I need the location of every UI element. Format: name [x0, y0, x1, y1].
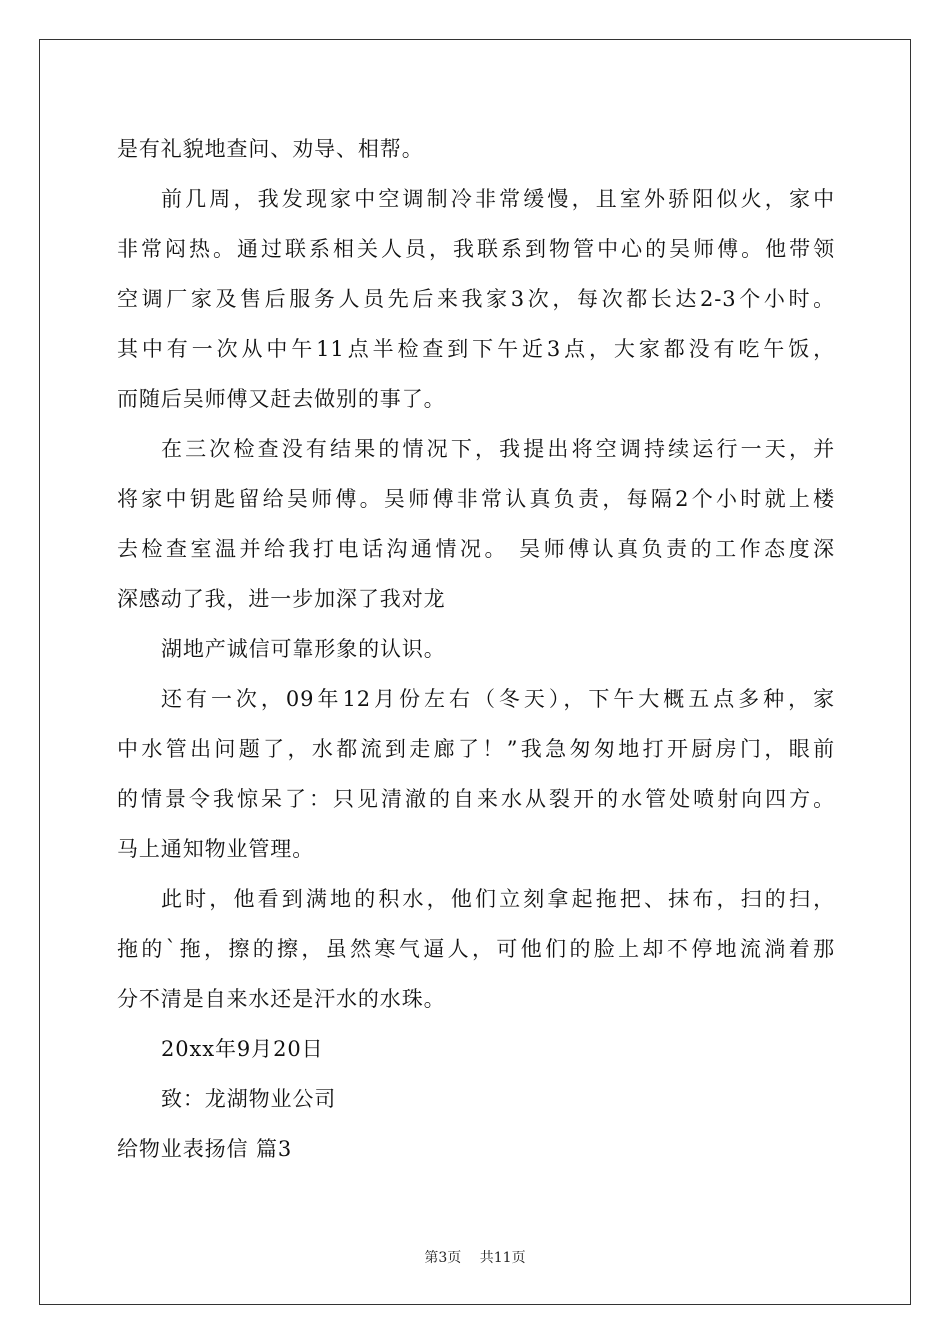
- text-line: 此时，他看到满地的积水，他们立刻拿起拖把、抹布，扫的扫，: [161, 887, 835, 911]
- section-heading: 给物业表扬信 篇3: [117, 1137, 293, 1161]
- text-line: 湖地产诚信可靠形象的认识。: [161, 637, 446, 661]
- text-line: 前几周，我发现家中空调制冷非常缓慢，且室外骄阳似火，家中: [161, 187, 835, 211]
- text-line: 中水管出问题了，水都流到走廊了！”我急匆匆地打开厨房门，眼前: [117, 737, 835, 761]
- page-total: 共11页: [479, 1250, 526, 1266]
- page-footer: [0, 1247, 950, 1267]
- text-line: 去检查室温并给我打电话沟通情况。 吴师傅认真负责的工作态度深: [117, 537, 835, 561]
- text-line: 的情景令我惊呆了：只见清澈的自来水从裂开的水管处喷射向四方。: [117, 787, 835, 811]
- text-line: 将家中钥匙留给吴师傅。吴师傅非常认真负责，每隔2个小时就上楼: [117, 487, 835, 511]
- text-line: 马上通知物业管理。: [117, 837, 315, 861]
- page-number: 第3页: [424, 1250, 462, 1266]
- text-line: 空调厂家及售后服务人员先后来我家3次，每次都长达2-3个小时。: [117, 287, 835, 311]
- text-line: 分不清是自来水还是汗水的水珠。: [117, 987, 446, 1011]
- recipient-line: 致：龙湖物业公司: [161, 1087, 337, 1111]
- text-line: 还有一次，09年12月份左右（冬天），下午大概五点多种，家: [161, 687, 835, 711]
- text-line: 是有礼貌地查问、劝导、相帮。: [117, 137, 424, 161]
- text-line: 拖的`拖，擦的擦，虽然寒气逼人，可他们的脸上却不停地流淌着那: [117, 937, 835, 961]
- text-line: 其中有一次从中午11点半检查到下午近3点，大家都没有吃午饭，: [117, 337, 835, 361]
- text-line: 而随后吴师傅又赶去做别的事了。: [117, 387, 446, 411]
- document-body: [117, 124, 835, 1174]
- text-line: 非常闷热。通过联系相关人员，我联系到物管中心的吴师傅。他带领: [117, 237, 835, 261]
- date-line: 20xx年9月20日: [161, 1037, 324, 1061]
- text-line: 深感动了我，进一步加深了我对龙: [117, 587, 446, 611]
- text-line: 在三次检查没有结果的情况下，我提出将空调持续运行一天，并: [161, 437, 835, 461]
